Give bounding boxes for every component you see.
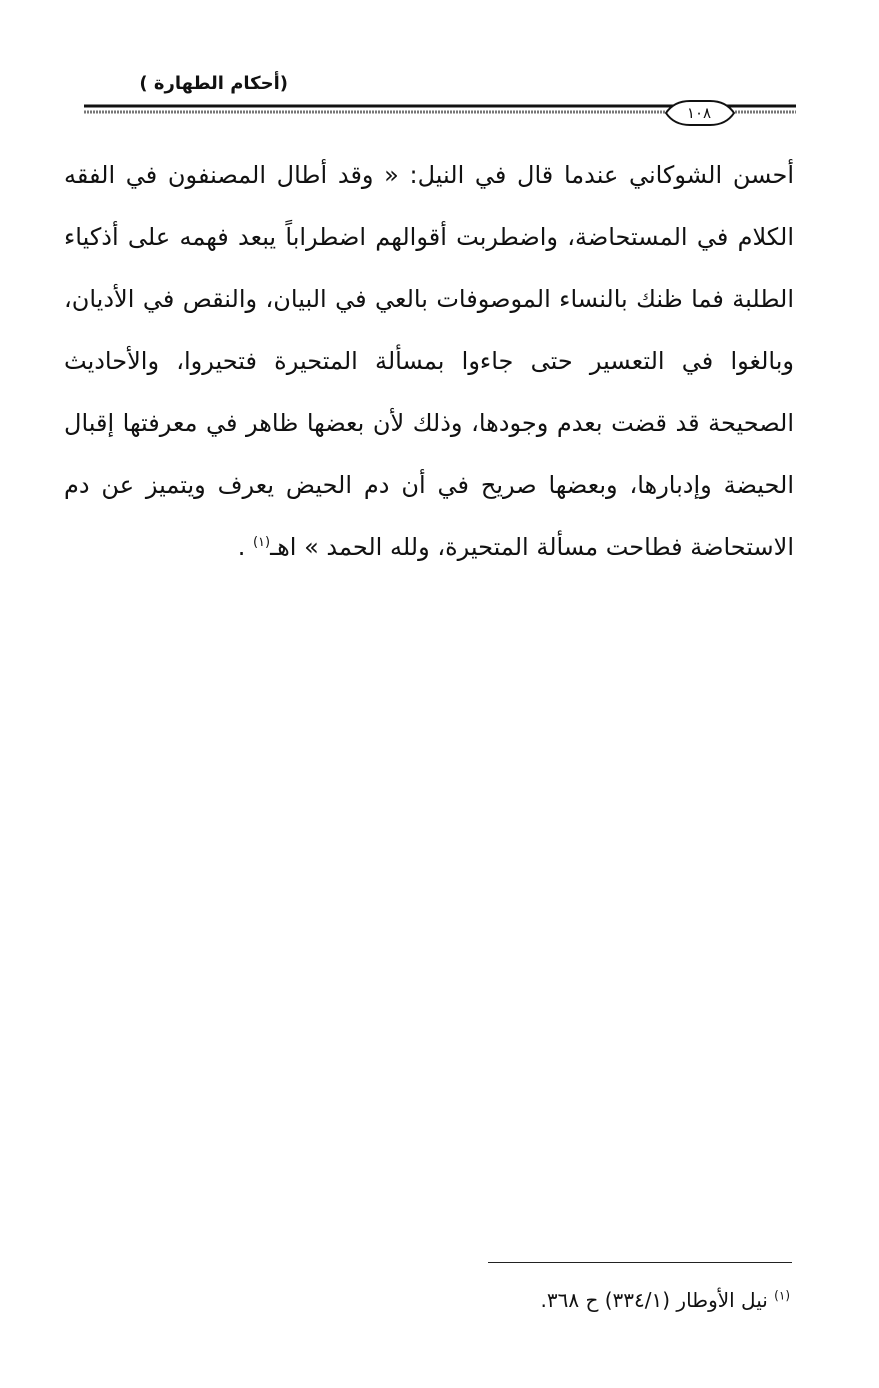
running-header-title: (أحكام الطهارة ) [139, 73, 288, 94]
footnote-marker: (١) [774, 1288, 790, 1303]
paragraph-end-punctuation: . [237, 533, 253, 561]
paragraph-text: أحسن الشوكاني عندما قال في النيل: « وقد أطال المصنفون في الفقه الكلام في المستحاضة، واضطربت أقوالهم اضطراباً يبعد فهمه على أذكياء الطلبة فما ظنك بالنساء الموصوفات بالعي في البيان، والنقص في الأديان، وبالغوا في التعسير حتى جاءوا بمسألة المتحيرة فتحيروا، والأحاديث الصحيحة قد قضت بعدم وجودها، وذلك لأن بعضها ظاهر في معرفتها إقبال الحيضة وإدبارها، وبعضها صريح في أن دم الحيض يعرف ويتميز عن دم الاستحاضة فطاحت مسألة المتحيرة، ولله الحمد » اهـ [64, 161, 794, 561]
footnote-text: نيل الأوطار (٣٣٤/١) ح ٣٦٨. [540, 1288, 775, 1312]
footnote-reference: (١) [252, 535, 271, 550]
footnote-separator [488, 1262, 792, 1263]
footnote [400, 1286, 790, 1314]
page-number: ١٠٨ [686, 104, 712, 122]
main-paragraph [64, 144, 794, 578]
